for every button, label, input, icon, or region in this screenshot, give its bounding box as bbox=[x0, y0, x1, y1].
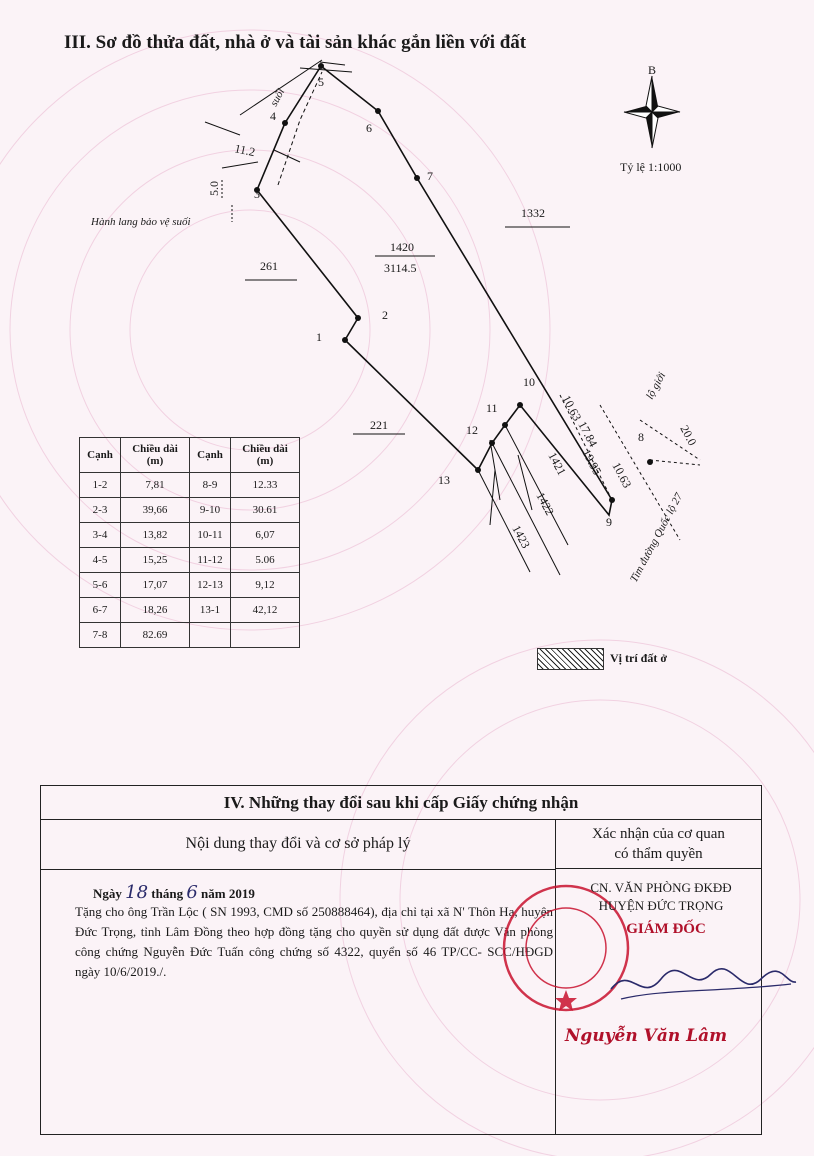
table-row bbox=[80, 523, 300, 548]
table-cell: 82.69 bbox=[121, 623, 190, 648]
table-row bbox=[80, 473, 300, 498]
director-title: GIÁM ĐỐC bbox=[626, 921, 706, 937]
table-header: Cạnh bbox=[190, 438, 231, 473]
table-cell: 9-10 bbox=[190, 498, 231, 523]
table-row bbox=[80, 498, 300, 523]
change-content: Tặng cho ông Trần Lộc ( SN 1993, CMD số 250888464), địa chỉ tại xã N' Thôn Hạ, huyện Đức Trọng, tỉnh Lâm Đồng theo hợp đồng tặng cho quyền sử dụng đất được Văn phòng công chứng Nguyễn Đức Tuấn công chứng số 4322, quyển số 46 TP/CC- SCC/HĐGD ngày 10/6/2019./. bbox=[75, 904, 553, 979]
table-cell: 4-5 bbox=[80, 548, 121, 573]
office-name bbox=[561, 879, 761, 915]
parcel-boundary bbox=[257, 66, 612, 515]
table-cell: 7-8 bbox=[80, 623, 121, 648]
table-cell: 13-1 bbox=[190, 598, 231, 623]
table-cell: 12-13 bbox=[190, 573, 231, 598]
corridor-dashed-line bbox=[278, 72, 322, 185]
point-label-3: 3 bbox=[254, 187, 260, 201]
table-header: Cạnh bbox=[80, 438, 121, 473]
dim-19-95: 19.95 bbox=[579, 446, 605, 478]
table-cell: 2-3 bbox=[80, 498, 121, 523]
point-label-12: 12 bbox=[466, 423, 478, 437]
table-cell: 12.33 bbox=[231, 473, 300, 498]
date-year: năm 2019 bbox=[201, 886, 255, 901]
point-label-7: 7 bbox=[427, 169, 433, 183]
column-header-content: Nội dung thay đổi và cơ sở pháp lý bbox=[41, 819, 556, 870]
table-cell: 10-11 bbox=[190, 523, 231, 548]
table-cell bbox=[231, 623, 300, 648]
table-cell: 30.61 bbox=[231, 498, 300, 523]
dim-10-63-b: 10.63 bbox=[609, 459, 635, 491]
parcel-261: 261 bbox=[260, 259, 278, 273]
table-cell: 1-2 bbox=[80, 473, 121, 498]
date-month-label: tháng bbox=[151, 886, 184, 901]
point-label-4: 4 bbox=[270, 109, 276, 123]
width-label: 11.2 bbox=[233, 141, 257, 160]
table-cell: 11-12 bbox=[190, 548, 231, 573]
point-label-8: 8 bbox=[638, 430, 644, 444]
residential-land-legend-swatch bbox=[537, 648, 604, 670]
table-row bbox=[80, 623, 300, 648]
parcel-1423: 1423 bbox=[509, 522, 533, 551]
table-cell: 18,26 bbox=[121, 598, 190, 623]
table-cell: 3-4 bbox=[80, 523, 121, 548]
offset-label: 5.0 bbox=[207, 181, 221, 196]
scale-label: Tỷ lệ 1:1000 bbox=[620, 160, 682, 174]
dim-17-84: 17.84 bbox=[575, 418, 601, 450]
point-label-9: 9 bbox=[606, 515, 612, 529]
office-line-1: CN. VĂN PHÒNG ĐKĐĐ bbox=[590, 880, 732, 895]
table-cell: 9,12 bbox=[231, 573, 300, 598]
signer-name: Nguyễn Văn Lâm bbox=[564, 1026, 728, 1046]
point-label-11: 11 bbox=[486, 401, 498, 415]
table-row bbox=[80, 573, 300, 598]
table-cell: 5-6 bbox=[80, 573, 121, 598]
handwritten-signature bbox=[601, 954, 801, 1014]
table-header-row bbox=[80, 438, 300, 473]
column-header-authority bbox=[556, 819, 761, 869]
north-label: B bbox=[648, 63, 657, 77]
parcel-area: 3114.5 bbox=[384, 261, 417, 275]
parcel-1422: 1422 bbox=[533, 489, 557, 518]
point-label-13: 13 bbox=[438, 473, 450, 487]
parcel-1421: 1421 bbox=[545, 449, 569, 478]
legend-label: Vị trí đất ở bbox=[610, 651, 667, 665]
parcel-221: 221 bbox=[370, 418, 388, 432]
edge-length-table bbox=[79, 437, 300, 648]
point-label-6: 6 bbox=[366, 121, 372, 135]
point-label-10: 10 bbox=[523, 375, 535, 389]
table-header: Chiều dài (m) bbox=[231, 438, 300, 473]
table-cell: 8-9 bbox=[190, 473, 231, 498]
table-cell: 5.06 bbox=[231, 548, 300, 573]
authority-header-line-1: Xác nhận của cơ quan bbox=[592, 826, 725, 842]
stream-label: suối bbox=[268, 86, 288, 109]
changes-section bbox=[40, 785, 762, 1135]
north-arrow-icon bbox=[624, 76, 680, 148]
table-cell: 6-7 bbox=[80, 598, 121, 623]
table-cell: 15,25 bbox=[121, 548, 190, 573]
table-cell: 39,66 bbox=[121, 498, 190, 523]
date-day: 18 bbox=[125, 882, 149, 903]
table-cell: 7,81 bbox=[121, 473, 190, 498]
office-line-2: HUYỆN ĐỨC TRỌNG bbox=[598, 898, 724, 913]
dim-10-63-a: 10.63 bbox=[559, 392, 585, 424]
point-label-2: 2 bbox=[382, 308, 388, 322]
parcel-1420: 1420 bbox=[390, 240, 414, 254]
change-date bbox=[93, 882, 255, 903]
table-cell: 42,12 bbox=[231, 598, 300, 623]
dim-20: 20.0 bbox=[677, 422, 700, 448]
table-header: Chiều dài (m) bbox=[121, 438, 190, 473]
table-cell: 6,07 bbox=[231, 523, 300, 548]
parcel-1332: 1332 bbox=[521, 206, 545, 220]
table-cell: 13,82 bbox=[121, 523, 190, 548]
point-label-1: 1 bbox=[316, 330, 322, 344]
section-3-title: III. Sơ đồ thửa đất, nhà ở và tài sản khác gắn liền với đất bbox=[64, 32, 527, 53]
corridor-label: Hành lang bảo vệ suối bbox=[91, 216, 191, 228]
road-label: Tim đường Quốc lộ 27 bbox=[628, 491, 686, 585]
point-label-5: 5 bbox=[318, 75, 324, 89]
authority-header-line-2: có thẩm quyền bbox=[614, 846, 703, 862]
boundary-label: lộ giới bbox=[644, 370, 669, 402]
table-row bbox=[80, 548, 300, 573]
table-row bbox=[80, 598, 300, 623]
date-month: 6 bbox=[186, 882, 198, 903]
section-4-title: IV. Những thay đổi sau khi cấp Giấy chứng nhận bbox=[41, 786, 761, 820]
table-cell bbox=[190, 623, 231, 648]
date-prefix: Ngày bbox=[93, 886, 122, 901]
table-cell: 17,07 bbox=[121, 573, 190, 598]
